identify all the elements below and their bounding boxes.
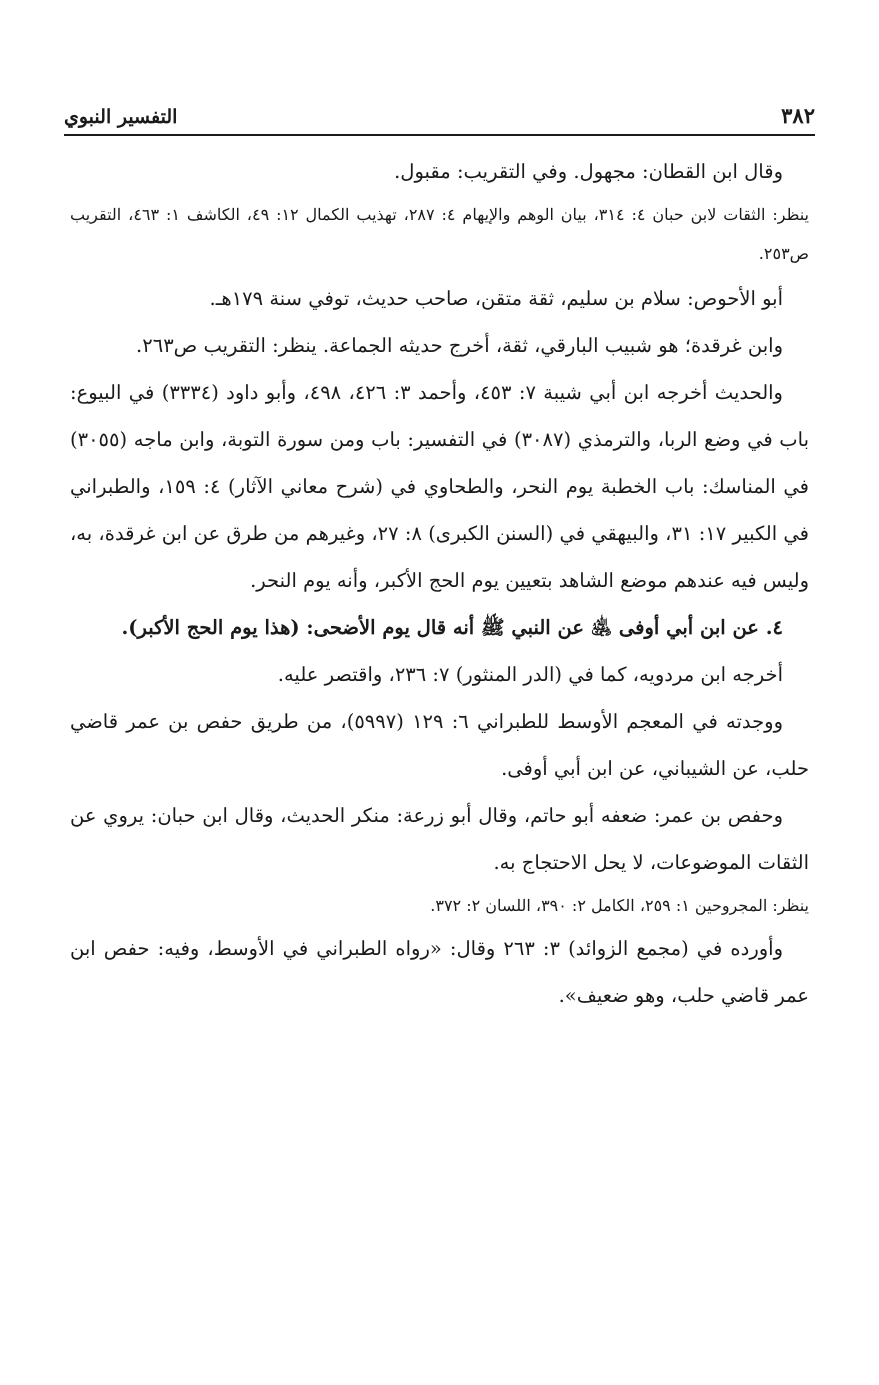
hadith-heading-4: ٤. عن ابن أبي أوفى ﵁ عن النبي ﷺ أنه قال يوم الأضحى: (هذا يوم الحج الأكبر).	[121, 616, 783, 639]
citation-note-2: ينظر: المجروحين ١: ٢٥٩، الكامل ٢: ٣٩٠، اللسان ٢: ٣٧٢.	[430, 896, 809, 915]
paragraph-ibn-mardawayh: أخرجه ابن مردويه، كما في (الدر المنثور) ٧: ٢٣٦، واقتصر عليه.	[277, 663, 783, 686]
running-title: التفسير النبوي	[64, 106, 178, 128]
page-header	[64, 96, 815, 136]
paragraph-ibn-qattan: وقال ابن القطان: مجهول. وفي التقريب: مقبول.	[394, 160, 783, 183]
paragraph-mujam-awsat: ووجدته في المعجم الأوسط للطبراني ٦: ١٢٩ (٥٩٩٧)، من طريق حفص بن عمر قاضي حلب، عن الشيباني، عن ابن أبي أوفى.	[70, 710, 809, 780]
paragraph-ibn-gharqada: وابن غرقدة؛ هو شبيب البارقي، ثقة، أخرج حديثه الجماعة. ينظر: التقريب ص٢٦٣.	[136, 334, 783, 357]
page-number: ٣٨٢	[781, 103, 815, 128]
paragraph-majma-zawaid: وأورده في (مجمع الزوائد) ٣: ٢٦٣ وقال: «رواه الطبراني في الأوسط، وفيه: حفص ابن عمر قاضي حلب، وهو ضعيف».	[70, 937, 809, 1007]
paragraph-abu-al-ahwas: أبو الأحوص: سلام بن سليم، ثقة متقن، صاحب حديث، توفي سنة ١٧٩هـ.	[209, 287, 783, 310]
paragraph-hadith-takhrij: والحديث أخرجه ابن أبي شيبة ٧: ٤٥٣، وأحمد ٣: ٤٢٦، ٤٩٨، وأبو داود (٣٣٣٤) في البيوع: باب في وضع الربا، والترمذي (٣٠٨٧) في التفسير: باب ومن سورة التوبة، وابن ماجه (٣٠٥٥) في المناسك: باب الخطبة يوم النحر، والطحاوي في (شرح معاني الآثار) ٤: ١٥٩، والطبراني في الكبير ١٧: ٣١، والبيهقي في (السنن الكبرى) ٨: ٢٧، وغيرهم من طرق عن ابن غرقدة، به، وليس فيه عندهم موضع الشاهد بتعيين يوم الحج الأكبر، وأنه يوم النحر.	[70, 381, 809, 592]
citation-note: ينظر: الثقات لابن حبان ٤: ٣١٤، بيان الوهم والإيهام ٤: ٢٨٧، تهذيب الكمال ١٢: ٤٩، الكاشف ١: ٤٦٣، التقريب ص٢٥٣.	[70, 205, 809, 263]
paragraph-hafs-ibn-umar: وحفص بن عمر: ضعفه أبو حاتم، وقال أبو زرعة: منكر الحديث، وقال ابن حبان: يروي عن الثقات الموضوعات، لا يحل الاحتجاج به.	[70, 804, 809, 874]
page-body	[70, 148, 809, 1019]
